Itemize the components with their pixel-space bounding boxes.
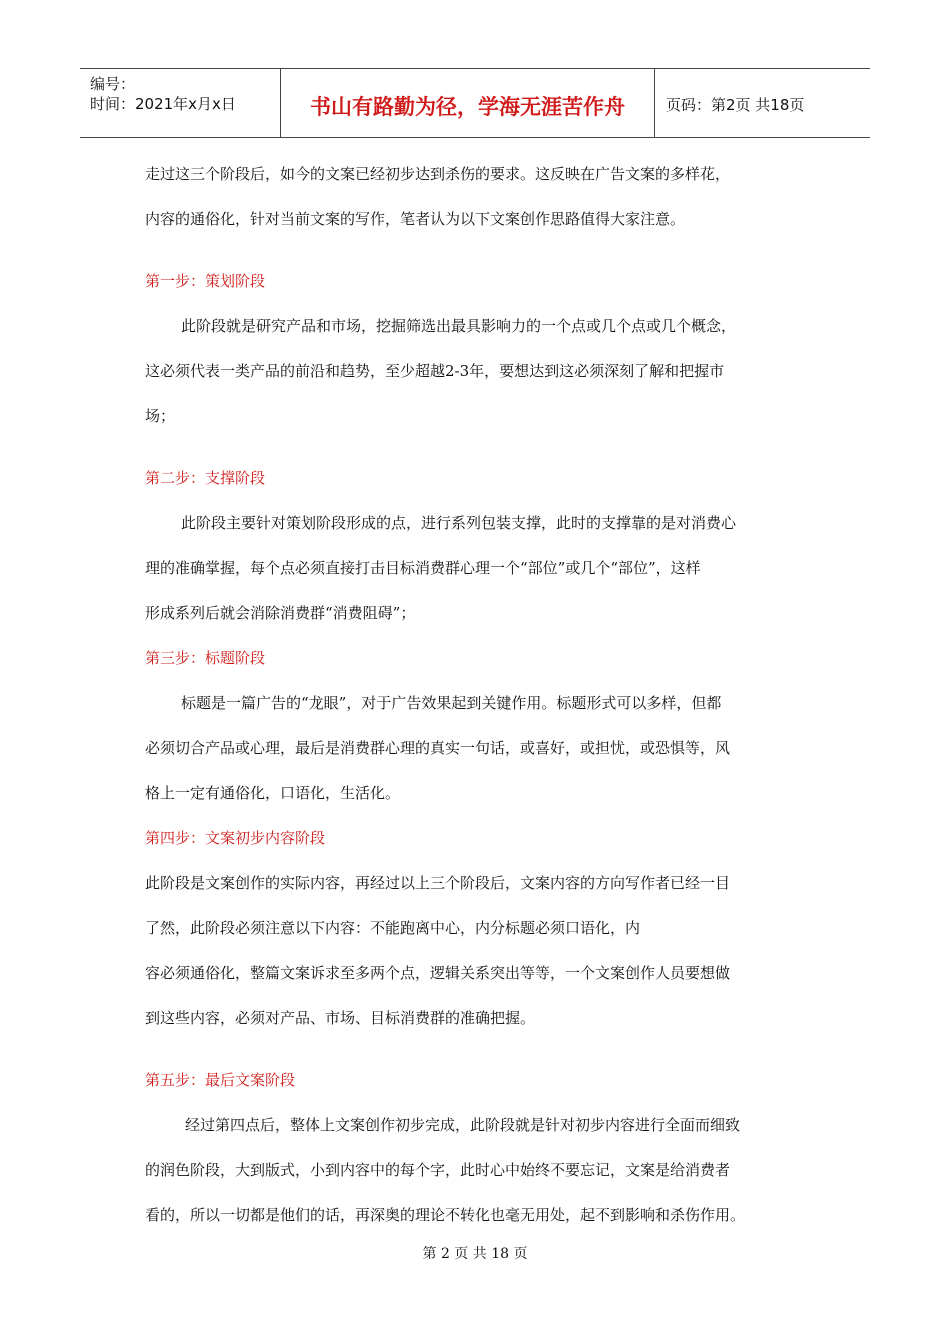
step-heading: 第五步：最后文案阶段 <box>145 1071 296 1089</box>
header-motto: 书山有路勤为径，学海无涯苦作舟 <box>310 95 625 119</box>
header-page-cell <box>654 69 870 137</box>
intro-line: 走过这三个阶段后，如今的文案已经初步达到杀伤的要求。这反映在广告文案的多样花， <box>145 165 731 183</box>
paragraph-line: 形成系列后就会消除消费群“消费阻碍”； <box>145 604 416 622</box>
intro-line: 内容的通俗化，针对当前文案的写作，笔者认为以下文案创作思路值得大家注意。 <box>145 210 686 228</box>
paragraph-line: 看的，所以一切都是他们的话，再深奥的理论不转化也毫无用处，起不到影响和杀伤作用。 <box>145 1206 746 1224</box>
paragraph-line: 标题是一篇广告的“龙眼”，对于广告效果起到关键作用。标题形式可以多样，但都 <box>181 694 722 712</box>
paragraph-line: 经过第四点后，整体上文案创作初步完成，此阶段就是针对初步内容进行全面而细致 <box>185 1116 741 1134</box>
paragraph-line: 必须切合产品或心理，最后是消费群心理的真实一句话，或喜好，或担忧，或恐惧等，风 <box>145 739 731 757</box>
paragraph-line: 了然，此阶段必须注意以下内容：不能跑离中心，内分标题必须口语化，内 <box>145 919 641 937</box>
document-time-label: 时间：2021年x月x日 <box>90 95 236 113</box>
step-heading: 第三步：标题阶段 <box>145 649 266 667</box>
step-heading: 第一步：策划阶段 <box>145 272 266 290</box>
paragraph-line: 容必须通俗化，整篇文案诉求至多两个点，逻辑关系突出等等，一个文案创作人员要想做 <box>145 964 731 982</box>
step-heading: 第四步：文案初步内容阶段 <box>145 829 326 847</box>
header-page-info: 页码：第2页 共18页 <box>666 96 805 114</box>
header-motto-cell <box>280 69 655 137</box>
paragraph-line: 格上一定有通俗化，口语化，生活化。 <box>145 784 401 802</box>
page-footer: 第 2 页 共 18 页 <box>422 1246 528 1262</box>
paragraph-line: 此阶段主要针对策划阶段形成的点，进行系列包装支撑，此时的支撑靠的是对消费心 <box>181 514 737 532</box>
paragraph-line: 此阶段就是研究产品和市场，挖掘筛选出最具影响力的一个点或几个点或几个概念， <box>181 317 737 335</box>
step-heading: 第二步：支撑阶段 <box>145 469 266 487</box>
document-header <box>80 68 870 138</box>
paragraph-line: 的润色阶段，大到版式，小到内容中的每个字，此时心中始终不要忘记，文案是给消费者 <box>145 1161 731 1179</box>
document-body <box>145 152 810 1238</box>
header-meta-cell <box>80 69 280 137</box>
paragraph-line: 这必须代表一类产品的前沿和趋势，至少超越2-3年，要想达到这必须深刻了解和把握市 <box>145 362 725 380</box>
paragraph-line: 到这些内容，必须对产品、市场、目标消费群的准确把握。 <box>145 1009 536 1027</box>
paragraph-line: 场； <box>145 407 176 425</box>
document-number-label: 编号： <box>90 75 136 93</box>
paragraph-line: 此阶段是文案创作的实际内容，再经过以上三个阶段后，文案内容的方向写作者已经一目 <box>145 874 731 892</box>
paragraph-line: 理的准确掌握，每个点必须直接打击目标消费群心理一个“部位”或几个“部位”，这样 <box>145 559 701 577</box>
